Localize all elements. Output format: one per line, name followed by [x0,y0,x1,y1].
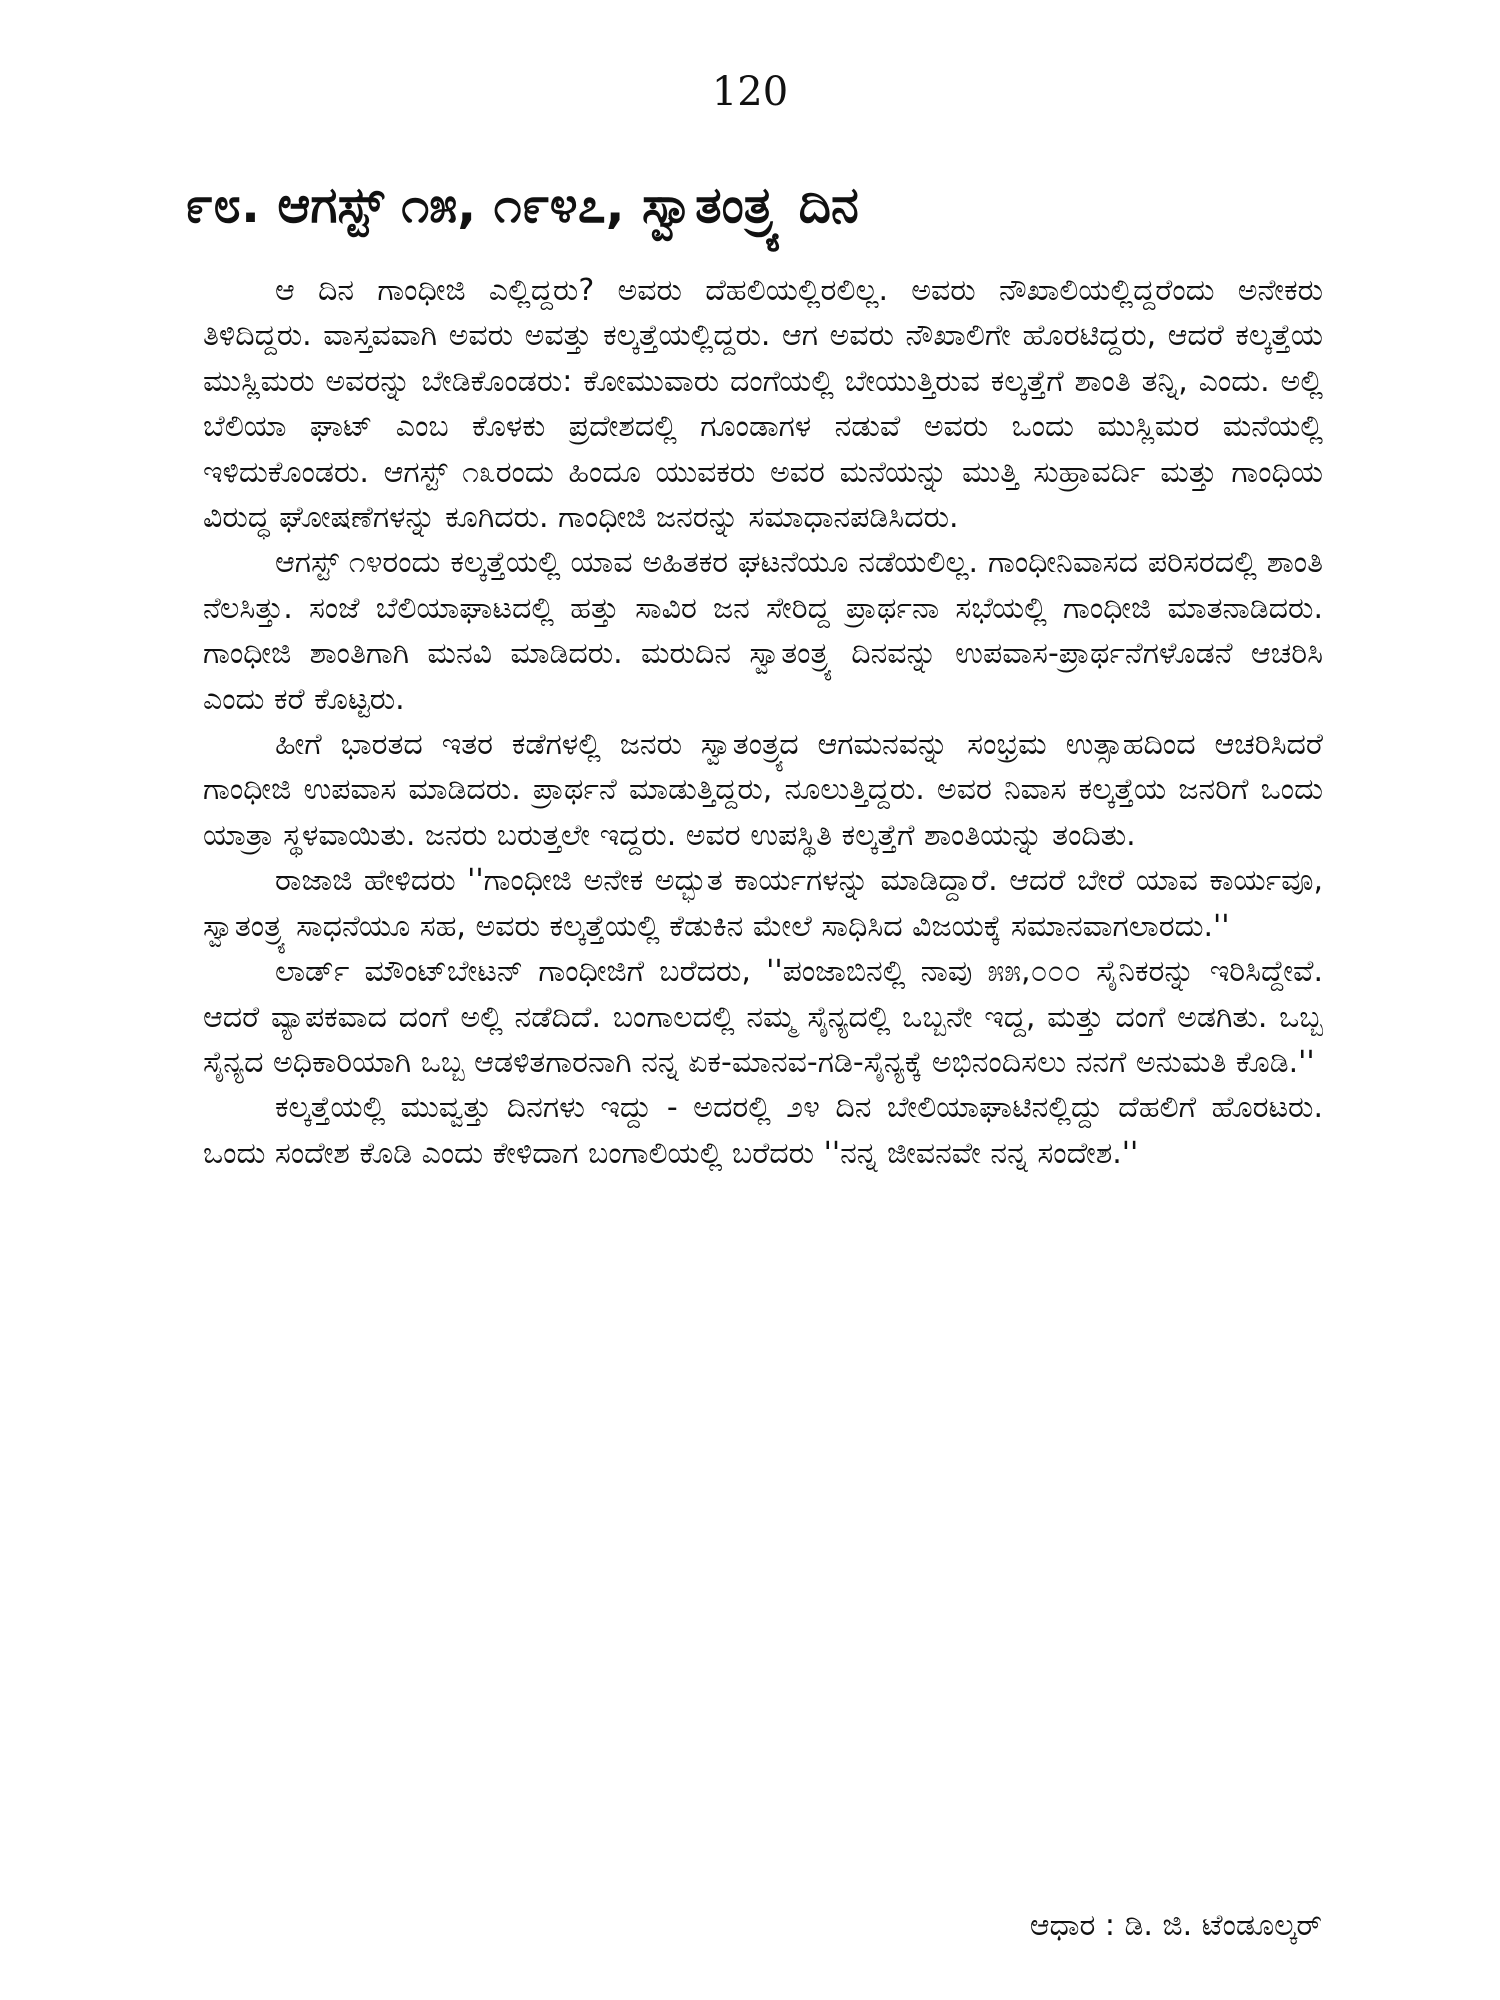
paragraph-august-14: ಆಗಸ್ಟ್ ೧೪ರಂದು ಕಲ್ಕತ್ತೆಯಲ್ಲಿ ಯಾವ ಅಹಿತಕರ ಘಟನೆಯೂ ನಡೆಯಲಿಲ್ಲ. ಗಾಂಧೀನಿವಾಸದ ಪರಿಸರದಲ್ಲಿ ಶಾಂತಿ ನೆಲಸಿತ್ತು. ಸಂಜೆ ಬೆಲಿಯಾಘಾಟದಲ್ಲಿ ಹತ್ತು ಸಾವಿರ ಜನ ಸೇರಿದ್ದ ಪ್ರಾರ್ಥನಾ ಸಭೆಯಲ್ಲಿ ಗಾಂಧೀಜಿ ಮಾತನಾಡಿದರು. ಗಾಂಧೀಜಿ ಶಾಂತಿಗಾಗಿ ಮನವಿ ಮಾಡಿದರು. ಮರುದಿನ ಸ್ವಾತಂತ್ರ್ಯ ದಿನವನ್ನು ಉಪವಾಸ-ಪ್ರಾರ್ಥನೆಗಳೊಡನೆ ಆಚರಿಸಿ ಎಂದು ಕರೆ ಕೊಟ್ಟರು. [203,545,1323,717]
paragraph-rajaji-quote: ರಾಜಾಜಿ ಹೇಳಿದರು ''ಗಾಂಧೀಜಿ ಅನೇಕ ಅದ್ಭುತ ಕಾರ್ಯಗಳನ್ನು ಮಾಡಿದ್ದಾರೆ. ಆದರೆ ಬೇರೆ ಯಾವ ಕಾರ್ಯವೂ, ಸ್ವಾತಂತ್ರ್ಯ ಸಾಧನೆಯೂ ಸಹ, ಅವರು ಕಲ್ಕತ್ತೆಯಲ್ಲಿ ಕೆಡುಕಿನ ಮೇಲೆ ಸಾಧಿಸಿದ ವಿಜಯಕ್ಕೆ ಸಮಾನವಾಗಲಾರದು.'' [203,863,1323,944]
paragraph-message: ಕಲ್ಕತ್ತೆಯಲ್ಲಿ ಮುವ್ವತ್ತು ದಿನಗಳು ಇದ್ದು - ಅದರಲ್ಲಿ ೨೪ ದಿನ ಬೇಲಿಯಾಘಾಟಿನಲ್ಲಿದ್ದು ದೆಹಲಿಗೆ ಹೊರಟರು. ಒಂದು ಸಂದೇಶ ಕೊಡಿ ಎಂದು ಕೇಳಿದಾಗ ಬಂಗಾಲಿಯಲ್ಲಿ ಬರೆದರು ''ನನ್ನ ಜೀವನವೇ ನನ್ನ ಸಂದೇಶ.'' [203,1090,1323,1171]
body-text [203,268,1323,1176]
page-number: 120 [711,69,789,115]
paragraph-independence-fast: ಹೀಗೆ ಭಾರತದ ಇತರ ಕಡೆಗಳಲ್ಲಿ ಜನರು ಸ್ವಾತಂತ್ರ್ಯದ ಆಗಮನವನ್ನು ಸಂಭ್ರಮ ಉತ್ಸಾಹದಿಂದ ಆಚರಿಸಿದರೆ ಗಾಂಧೀಜಿ ಉಪವಾಸ ಮಾಡಿದರು. ಪ್ರಾರ್ಥನೆ ಮಾಡುತ್ತಿದ್ದರು, ನೂಲುತ್ತಿದ್ದರು. ಅವರ ನಿವಾಸ ಕಲ್ಕತ್ತೆಯ ಜನರಿಗೆ ಒಂದು ಯಾತ್ರಾ ಸ್ಥಳವಾಯಿತು. ಜನರು ಬರುತ್ತಲೇ ಇದ್ದರು. ಅವರ ಉಪಸ್ಥಿತಿ ಕಲ್ಕತ್ತೆಗೆ ಶಾಂತಿಯನ್ನು ತಂದಿತು. [203,727,1323,853]
paragraph-gandhi-location: ಆ ದಿನ ಗಾಂಧೀಜಿ ಎಲ್ಲಿದ್ದರು? ಅವರು ದೆಹಲಿಯಲ್ಲಿರಲಿಲ್ಲ. ಅವರು ನೌಖಾಲಿಯಲ್ಲಿದ್ದರೆಂದು ಅನೇಕರು ತಿಳಿದಿದ್ದರು. ವಾಸ್ತವವಾಗಿ ಅವರು ಅವತ್ತು ಕಲ್ಕತ್ತೆಯಲ್ಲಿದ್ದರು. ಆಗ ಅವರು ನೌಖಾಲಿಗೇ ಹೊರಟಿದ್ದರು, ಆದರೆ ಕಲ್ಕತ್ತೆಯ ಮುಸ್ಲಿಮರು ಅವರನ್ನು ಬೇಡಿಕೊಂಡರು: ಕೋಮುವಾರು ದಂಗೆಯಲ್ಲಿ ಬೇಯುತ್ತಿರುವ ಕಲ್ಕತ್ತೆಗೆ ಶಾಂತಿ ತನ್ನಿ, ಎಂದು. ಅಲ್ಲಿ ಬೆಲಿಯಾ ಘಾಟ್ ಎಂಬ ಕೊಳಕು ಪ್ರದೇಶದಲ್ಲಿ ಗೂಂಡಾಗಳ ನಡುವೆ ಅವರು ಒಂದು ಮುಸ್ಲಿಮರ ಮನೆಯಲ್ಲಿ ಇಳಿದುಕೊಂಡರು. ಆಗಸ್ಟ್ ೧೩ರಂದು ಹಿಂದೂ ಯುವಕರು ಅವರ ಮನೆಯನ್ನು ಮುತ್ತಿ ಸುಹ್ರಾವರ್ದಿ ಮತ್ತು ಗಾಂಧಿಯ ವಿರುದ್ಧ ಘೋಷಣೆಗಳನ್ನು ಕೂಗಿದರು. ಗಾಂಧೀಜಿ ಜನರನ್ನು ಸಮಾಧಾನಪಡಿಸಿದರು. [203,273,1323,536]
paragraph-mountbatten-letter: ಲಾರ್ಡ್ ಮೌಂಟ್‌ಬೇಟನ್ ಗಾಂಧೀಜಿಗೆ ಬರೆದರು, ''ಪಂಜಾಬಿನಲ್ಲಿ ನಾವು ೫೫,೦೦೦ ಸೈನಿಕರನ್ನು ಇರಿಸಿದ್ದೇವೆ. ಆದರೆ ವ್ಯಾಪಕವಾದ ದಂಗೆ ಅಲ್ಲಿ ನಡೆದಿದೆ. ಬಂಗಾಲದಲ್ಲಿ ನಮ್ಮ ಸೈನ್ಯದಲ್ಲಿ ಒಬ್ಬನೇ ಇದ್ದ, ಮತ್ತು ದಂಗೆ ಅಡಗಿತು. ಒಬ್ಬ ಸೈನ್ಯದ ಅಧಿಕಾರಿಯಾಗಿ ಒಬ್ಬ ಆಡಳಿತಗಾರನಾಗಿ ನನ್ನ ಏಕ-ಮಾನವ-ಗಡಿ-ಸೈನ್ಯಕ್ಕೆ ಅಭಿನಂದಿಸಲು ನನಗೆ ಅನುಮತಿ ಕೊಡಿ.'' [203,954,1323,1080]
source-credit: ಆಧಾರ : ಡಿ. ಜಿ. ಟೆಂಡೂಲ್ಕರ್ [1029,1908,1322,1943]
chapter-title: ೯೮. ಆಗಸ್ಟ್ ೧೫, ೧೯೪೭, ಸ್ವಾತಂತ್ರ್ಯ ದಿನ [185,176,859,234]
